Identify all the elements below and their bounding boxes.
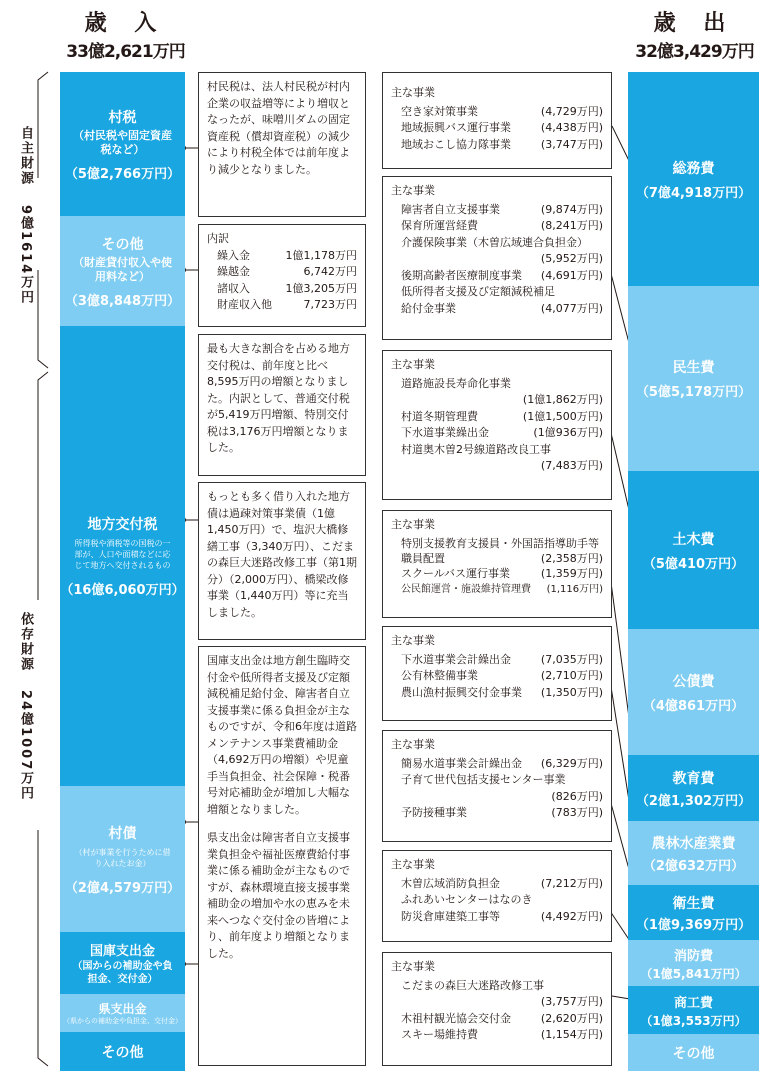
- note-sonzei: [198, 72, 366, 217]
- exp-row-value: (6,329万円): [540, 756, 603, 770]
- exp-row-label: 防災倉庫建築工事等: [401, 909, 500, 923]
- revenue-block-kokko: [60, 932, 185, 994]
- exp-row-label: 公有林整備事業: [401, 669, 478, 682]
- exp-row-value: (2,620万円): [540, 1011, 603, 1025]
- exp-block-other: [628, 1034, 759, 1071]
- exp-row-value: (1,359万円): [540, 566, 603, 580]
- own-revenue-amount: [16, 205, 35, 305]
- exp-item-amount: （4億861万円）: [642, 698, 745, 714]
- exp-row-value: (826万円): [551, 789, 603, 803]
- exp-row-label: 保育所運営経費: [401, 219, 478, 232]
- dep-revenue-title: 依存財源: [18, 612, 33, 672]
- exp-row-label: 村道冬期管理費: [401, 409, 478, 423]
- exp-row: [391, 582, 603, 599]
- note-koufu: [198, 334, 366, 476]
- exp-box-shoukou: [382, 952, 612, 1066]
- exp-row-label: 木曽広域消防負担金: [401, 876, 500, 890]
- exp-row-label: 給付金事業: [401, 301, 456, 315]
- expenditure-total: 32億3,429万円: [635, 42, 754, 62]
- exp-block-eisei: [628, 885, 759, 940]
- exp-row: [391, 994, 603, 1011]
- note-text: 国庫支出金は地方創生臨時交付金や低所得者支援及び定額減税補足給付金、障害者自立支援事業に係る負担金が主なものですが、令和6年度は道路メンテナンス事業費補助金（4,692万円の増額）や児童手当負担金、社会保障・税番号対応補助金が増加し大幅な増額となりました。: [207, 654, 357, 816]
- revenue-item-sub: （国からの補助金や負担金、交付金）: [72, 960, 173, 985]
- main-label: 主な事業: [391, 358, 435, 371]
- exp-row-label: 簡易水道事業会計繰出金: [401, 756, 522, 770]
- exp-item-amount: （1億3,553万円）: [640, 1013, 747, 1028]
- exp-box-eisei1: [382, 730, 612, 842]
- exp-row-value: (2,710万円): [540, 669, 603, 682]
- exp-row-value: (7,212万円): [540, 876, 603, 890]
- exp-row-label: 道路施設長寿命化事業: [401, 376, 511, 390]
- exp-row-value: (1億1,500万円): [522, 409, 603, 423]
- exp-row-label: 地域振興バス運行事業: [401, 121, 511, 134]
- main-label: 主な事業: [391, 634, 435, 647]
- exp-row-value: (1,154万円): [540, 1028, 603, 1041]
- exp-item-name: その他: [672, 1045, 715, 1062]
- revenue-item-sub: （財産貸付収入や使用料など）: [73, 255, 172, 283]
- revenue-item-name: 県支出金: [98, 1002, 147, 1016]
- exp-row: [391, 789, 603, 806]
- own-revenue-title: 自主財源: [18, 126, 33, 186]
- revenue-item-name: 地方交付税: [87, 517, 158, 533]
- note-row: [207, 297, 357, 314]
- exp-item-name: 民生費: [672, 360, 715, 376]
- note-other: [198, 224, 366, 327]
- exp-row: [391, 978, 603, 995]
- exp-row-value: (9,874万円): [540, 202, 603, 216]
- exp-item-name: 商工費: [673, 995, 713, 1011]
- exp-block-shoubou: [628, 940, 759, 986]
- exp-box-shoubou: [382, 850, 612, 942]
- exp-row-value: (4,729万円): [540, 104, 603, 118]
- exp-row-value: (4,077万円): [540, 301, 603, 315]
- exp-row-value: (3,757万円): [540, 995, 603, 1008]
- note-title: 内訳: [207, 232, 229, 245]
- exp-item-name: 消防費: [673, 948, 713, 964]
- revenue-item-amount: （2億4,579万円）: [64, 880, 181, 896]
- exp-row: [391, 892, 603, 909]
- note-text: 県支出金は障害者自立支援事業負担金や福祉医療費給付事業に係る補助金が主なものですが、森林環境直接支援事業補助金の増加や水の恵みを未来へつなぐ交付金の皆増により、前年度より増額となりました。: [207, 831, 350, 960]
- exp-item-amount: （5億410万円）: [642, 556, 745, 572]
- dep-revenue-amount: [16, 690, 35, 801]
- revenue-item-name: その他: [101, 1044, 144, 1061]
- exp-row: [391, 909, 603, 926]
- exp-row: [391, 1027, 603, 1044]
- exp-row: [391, 756, 603, 773]
- exp-item-amount: （1億5,841万円）: [640, 966, 747, 981]
- exp-row: [391, 772, 603, 789]
- note-row: [207, 248, 357, 265]
- note-row: [207, 264, 357, 281]
- exp-box-minsei: [382, 176, 612, 340]
- revenue-item-amount: （5億2,766万円）: [64, 166, 181, 182]
- exp-row-label: 予防接種事業: [401, 806, 467, 819]
- exp-row: [391, 376, 603, 393]
- exp-row-value: (1,350万円): [540, 685, 603, 699]
- exp-row-label: [391, 392, 401, 409]
- dep-revenue-amount-text: 24億1007万円: [18, 690, 33, 802]
- exp-row-label: 公民館運営・施設維持管理費: [401, 584, 531, 595]
- revenue-title: 歳 入: [84, 11, 167, 36]
- note-text: 最も大きな割合を占める地方交付税は、前年度と比べ8,595万円の増額となりました。内訳として、普通交付税が5,419万円増額、特別交付税は3,176万円増額となりました。: [207, 342, 350, 454]
- exp-row: [391, 442, 603, 459]
- exp-block-kyouiku: [628, 755, 759, 821]
- exp-row: [391, 120, 603, 137]
- exp-row-value: (1億936万円): [533, 426, 603, 439]
- exp-row: [391, 268, 603, 285]
- exp-item-name: 総務費: [672, 160, 715, 177]
- revenue-block-sonzei: [60, 72, 185, 216]
- exp-row-label: 特別支援教育支援員・外国語指導助手等職員配置: [401, 536, 599, 565]
- note-row-label: 繰入金: [217, 248, 250, 262]
- note-row: [207, 281, 357, 298]
- exp-row-label: [391, 994, 401, 1011]
- revenue-total: 33億2,621万円: [66, 42, 185, 62]
- exp-item-amount: （5億5,178万円）: [635, 385, 752, 400]
- dep-revenue-label: [16, 612, 35, 672]
- main-label: 主な事業: [391, 518, 435, 531]
- exp-row-value: (4,492万円): [540, 909, 603, 923]
- revenue-block-other: [60, 216, 185, 326]
- revenue-block-sonsai: [60, 786, 185, 932]
- exp-row-label: 子育て世代包括支援センター事業: [401, 773, 566, 786]
- exp-row-label: [391, 789, 401, 806]
- note-text: もっとも多く借り入れた地方債は過疎対策事業債（1億1,450万円）で、塩沢大橋修繕工事（3,340万円）、こだまの森巨大迷路改修工事（第1期分）（2,000万円）、橋梁改修事業（1,440万円）等に充当しました。: [207, 490, 357, 619]
- exp-row: [391, 805, 603, 822]
- exp-row-label: スキー場維持費: [401, 1028, 478, 1041]
- exp-row-label: スクールバス運行事業: [401, 566, 511, 580]
- note-row-value: 1億3,205万円: [285, 281, 357, 295]
- exp-row: [391, 202, 603, 219]
- exp-row: [391, 284, 603, 301]
- exp-row-label: [391, 251, 401, 268]
- note-row-label: 財産収入他: [217, 298, 272, 311]
- revenue-item-name: 村税: [108, 109, 137, 126]
- exp-row: [391, 251, 603, 268]
- exp-box-kyouiku: [382, 510, 612, 618]
- exp-item-name: 教育費: [672, 770, 715, 787]
- revenue-item-sub: （村が事業を行うために借り入れたお金）: [74, 847, 171, 868]
- exp-block-minsei: [628, 286, 759, 471]
- exp-row-label: 空き家対策事業: [401, 104, 478, 118]
- expenditure-title: 歳 出: [653, 11, 736, 36]
- note-sonsai: [198, 482, 366, 640]
- main-label: 主な事業: [391, 86, 435, 99]
- exp-box-kousai: [382, 626, 612, 721]
- exp-row-value: (1億1,862万円): [522, 393, 603, 406]
- exp-row-value: (4,691万円): [540, 268, 603, 282]
- own-revenue-label: [16, 126, 35, 186]
- own-revenue-amount-text: 9億1614万円: [18, 205, 33, 306]
- revenue-item-sub: 所得税や酒税等の国税の一部が、人口や面積などに応じて地方へ交付されるもの: [74, 539, 171, 570]
- exp-row-label: ふれあいセンターはなのき: [401, 893, 533, 906]
- exp-row: [391, 137, 603, 154]
- exp-item-name: 土木費: [672, 531, 715, 548]
- exp-row-label: 木祖村観光協会交付金: [401, 1011, 511, 1025]
- revenue-item-amount: （3億8,848万円）: [64, 293, 181, 309]
- exp-row-label: 低所得者支援及び定額減税補足: [401, 285, 555, 298]
- exp-row: [391, 1011, 603, 1028]
- exp-row: [391, 876, 603, 893]
- exp-row-label: こだまの森巨大迷路改修工事: [401, 978, 544, 992]
- exp-row-label: 障害者自立支援事業: [401, 202, 500, 216]
- exp-block-doboku: [628, 471, 759, 629]
- exp-row: [391, 458, 603, 475]
- revenue-item-name: その他: [101, 236, 144, 253]
- exp-row-label: 介護保険事業（木曽広域連合負担金）: [401, 235, 588, 249]
- note-row-label: 繰越金: [217, 265, 250, 278]
- exp-block-soumu: [628, 72, 759, 286]
- exp-row-value: (7,035万円): [540, 652, 603, 666]
- exp-row: [391, 104, 603, 121]
- revenue-item-name: 村債: [108, 825, 137, 842]
- exp-row-value: (3,747万円): [540, 137, 603, 151]
- exp-row: [391, 425, 603, 442]
- exp-row-label: 農山漁村振興交付金事業: [401, 685, 522, 699]
- exp-row-value: (7,483万円): [540, 459, 603, 472]
- exp-item-name: 農林水産業費: [651, 835, 736, 852]
- revenue-block-other2: [60, 1032, 185, 1071]
- note-row-label: 諸収入: [217, 281, 250, 295]
- exp-row: [391, 409, 603, 426]
- exp-row-value: (783万円): [551, 806, 603, 819]
- main-label: 主な事業: [391, 738, 435, 751]
- main-label: 主な事業: [391, 184, 435, 197]
- exp-box-soumu: [382, 72, 612, 169]
- main-label: 主な事業: [391, 960, 435, 973]
- revenue-block-koufu: [60, 326, 185, 786]
- exp-item-amount: （2億1,302万円）: [635, 793, 752, 809]
- note-row-value: 6,742万円: [303, 265, 357, 278]
- exp-row: [391, 301, 603, 318]
- revenue-block-ken: [60, 994, 185, 1032]
- exp-row-label: 後期高齢者医療制度事業: [401, 268, 522, 282]
- revenue-item-sub: （県からの補助金や負担金、交付金）: [63, 1017, 182, 1025]
- exp-row: [391, 566, 603, 583]
- exp-item-amount: （1億9,369万円）: [635, 917, 752, 933]
- revenue-item-sub: （村民税や固定資産税など）: [73, 128, 172, 156]
- exp-row-value: (2,358万円): [540, 551, 603, 565]
- exp-block-nourin: [628, 821, 759, 885]
- exp-row: [391, 685, 603, 702]
- exp-box-doboku: [382, 350, 612, 500]
- exp-item-name: 公債費: [672, 673, 715, 690]
- exp-row: [391, 218, 603, 235]
- note-text: 村民税は、法人村民税が村内企業の収益増等により増収となったが、味噌川ダムの固定資産税（償却資産税）の減少により村税全体では前年度より減少となりました。: [207, 80, 350, 176]
- exp-row-value: (1,116万円): [546, 584, 603, 595]
- exp-item-name: 衛生費: [672, 895, 715, 912]
- note-row-value: 7,723万円: [303, 298, 357, 311]
- exp-block-shoukou: [628, 986, 759, 1034]
- exp-row-label: 地域おこし協力隊事業: [401, 137, 511, 151]
- note-row-value: 1億1,178万円: [285, 248, 357, 262]
- exp-row-value: (8,241万円): [540, 219, 603, 232]
- exp-row-value: (4,438万円): [540, 121, 603, 134]
- main-label: 主な事業: [391, 858, 435, 871]
- exp-row: [391, 536, 603, 566]
- revenue-item-name: 国庫支出金: [89, 943, 155, 959]
- exp-row-label: 下水道事業繰出金: [401, 426, 489, 439]
- exp-row: [391, 235, 603, 252]
- exp-row-label: 村道奥木曽2号線道路改良工事: [401, 442, 551, 456]
- exp-row: [391, 392, 603, 409]
- exp-row-value: (5,952万円): [540, 252, 603, 265]
- exp-block-kousai: [628, 629, 759, 755]
- exp-row: [391, 668, 603, 685]
- exp-item-amount: （2億632万円）: [642, 858, 745, 874]
- exp-row-label: [391, 458, 401, 475]
- exp-row-label: 下水道事業会計繰出金: [401, 652, 511, 666]
- note-kokko-ken: [198, 646, 366, 1066]
- exp-row: [391, 652, 603, 669]
- revenue-item-amount: （16億6,060万円）: [60, 583, 185, 598]
- exp-item-amount: （7億4,918万円）: [635, 185, 752, 201]
